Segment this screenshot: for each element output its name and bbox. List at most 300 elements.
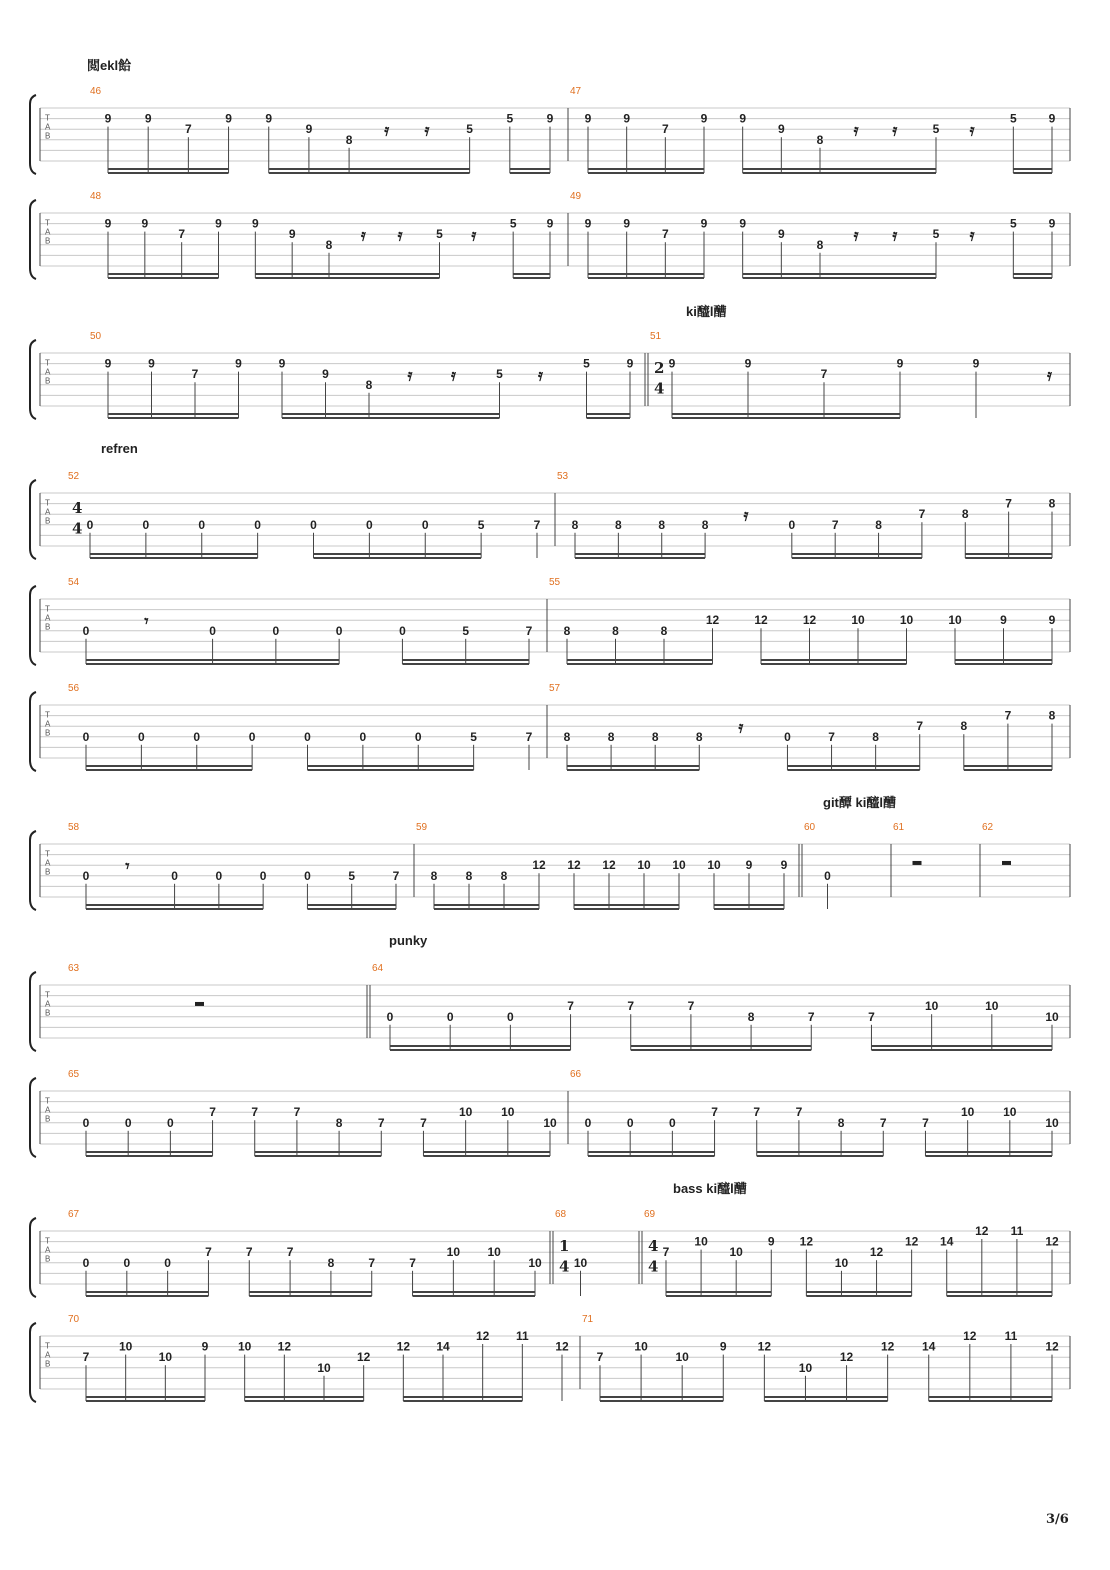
tab-clef-letter: A xyxy=(45,122,51,132)
measure-number: 49 xyxy=(570,191,582,202)
fret-number: 0 xyxy=(399,623,406,638)
fret-number: 5 xyxy=(506,111,514,126)
sixteenth-rest: 𝄿 xyxy=(424,120,430,140)
measure-number: 56 xyxy=(68,683,80,694)
fret-number: 10 xyxy=(948,613,962,628)
measure-number: 68 xyxy=(555,1209,567,1220)
sixteenth-rest: 𝄿 xyxy=(969,225,975,245)
fret-number: 7 xyxy=(795,1105,803,1120)
measure-number: 50 xyxy=(90,331,102,342)
measure-number: 69 xyxy=(644,1209,656,1220)
tab-clef-letter: A xyxy=(45,719,51,729)
fret-number: 0 xyxy=(167,1115,174,1130)
time-signature-bottom: 4 xyxy=(654,379,665,398)
fret-number: 8 xyxy=(1048,496,1056,511)
section-label-guitar-transition: git醰 ki醯l醩 xyxy=(823,795,896,810)
fret-number: 0 xyxy=(248,729,256,744)
system-brace xyxy=(30,480,36,559)
fret-number: 7 xyxy=(1005,496,1012,511)
tab-clef-letter: B xyxy=(45,376,51,386)
fret-number: 0 xyxy=(171,868,178,883)
tab-clef-letter: A xyxy=(45,227,51,237)
fret-number: 12 xyxy=(1045,1339,1059,1354)
fret-number: 8 xyxy=(660,623,668,638)
fret-number: 7 xyxy=(918,507,926,522)
section-label-bass-transition: bass ki醯l醩 xyxy=(673,1181,747,1196)
fret-number: 0 xyxy=(414,729,422,744)
eighth-rest: 𝄾 xyxy=(125,856,130,876)
system-brace xyxy=(30,972,36,1051)
fret-number: 12 xyxy=(532,858,546,873)
fret-number: 7 xyxy=(420,1115,427,1130)
fret-number: 5 xyxy=(509,216,517,231)
fret-number: 7 xyxy=(868,1009,875,1024)
fret-number: 12 xyxy=(754,613,768,628)
measure-number: 58 xyxy=(68,822,80,833)
fret-number: 9 xyxy=(288,227,296,242)
fret-number: 7 xyxy=(828,729,835,744)
fret-number: 12 xyxy=(705,613,720,628)
fret-number: 10 xyxy=(729,1245,743,1260)
measure-number: 64 xyxy=(372,963,384,974)
fret-number: 10 xyxy=(924,999,939,1014)
tab-clef-letter: T xyxy=(45,1236,50,1246)
fret-number: 9 xyxy=(278,356,286,371)
measure-number: 66 xyxy=(570,1069,582,1080)
fret-number: 9 xyxy=(780,858,788,873)
fret-number: 8 xyxy=(651,729,659,744)
fret-number: 10 xyxy=(675,1350,689,1365)
time-signature-bottom: 4 xyxy=(72,519,83,538)
fret-number: 9 xyxy=(972,356,980,371)
fret-number: 8 xyxy=(816,132,824,147)
system-brace xyxy=(30,1323,36,1402)
page-number: 3/6 xyxy=(1046,1512,1069,1527)
fret-number: 10 xyxy=(694,1234,708,1249)
sixteenth-rest: 𝄿 xyxy=(384,120,390,140)
fret-number: 0 xyxy=(142,517,150,532)
fret-number: 8 xyxy=(701,517,709,532)
tab-clef-letter: B xyxy=(45,1359,51,1369)
fret-number: 12 xyxy=(975,1224,989,1238)
tab-clef-letter: T xyxy=(45,498,50,508)
fret-number: 0 xyxy=(366,517,373,532)
fret-number: 7 xyxy=(185,122,192,137)
fret-number: 8 xyxy=(960,719,968,734)
fret-number: 0 xyxy=(310,517,317,532)
system-brace xyxy=(30,831,36,910)
fret-number: 10 xyxy=(237,1339,252,1354)
section-label-punky: punky xyxy=(389,933,428,948)
measure-number: 62 xyxy=(982,822,994,833)
fret-number: 5 xyxy=(470,729,477,744)
tab-clef-letter: T xyxy=(45,710,50,720)
fret-number: 11 xyxy=(1004,1329,1018,1343)
fret-number: 12 xyxy=(757,1339,772,1354)
sixteenth-rest: 𝄿 xyxy=(407,365,413,385)
measure-number: 59 xyxy=(416,822,428,833)
fret-number: 8 xyxy=(571,517,579,532)
fret-number: 0 xyxy=(304,868,311,883)
eighth-rest: 𝄾 xyxy=(144,611,149,631)
tab-clef-letter: T xyxy=(45,113,50,123)
fret-number: 7 xyxy=(191,367,199,382)
tab-clef-letter: A xyxy=(45,999,51,1009)
fret-number: 7 xyxy=(525,623,533,638)
fret-number: 7 xyxy=(286,1245,294,1260)
fret-number: 11 xyxy=(1010,1224,1024,1238)
fret-number: 8 xyxy=(563,623,571,638)
fret-number: 10 xyxy=(458,1105,473,1120)
fret-number: 9 xyxy=(777,227,785,242)
fret-number: 7 xyxy=(916,719,924,734)
fret-number: 8 xyxy=(563,729,571,744)
fret-number: 7 xyxy=(377,1115,385,1130)
fret-number: 0 xyxy=(626,1115,634,1130)
fret-number: 10 xyxy=(1003,1105,1017,1120)
fret-number: 14 xyxy=(922,1339,936,1354)
fret-number: 10 xyxy=(118,1339,133,1354)
tab-clef-letter: B xyxy=(45,236,51,246)
fret-number: 5 xyxy=(1009,111,1017,126)
fret-number: 8 xyxy=(430,868,438,883)
fret-number: 10 xyxy=(1045,1009,1059,1024)
fret-number: 7 xyxy=(205,1245,212,1260)
fret-number: 12 xyxy=(802,613,817,628)
fret-number: 9 xyxy=(265,111,273,126)
system-brace xyxy=(30,95,36,174)
fret-number: 10 xyxy=(317,1360,331,1375)
fret-number: 9 xyxy=(104,111,112,126)
fret-number: 7 xyxy=(1004,708,1012,723)
fret-number: 5 xyxy=(1009,216,1017,231)
system-brace xyxy=(30,1078,36,1157)
fret-number: 10 xyxy=(960,1105,975,1120)
fret-number: 9 xyxy=(777,122,785,137)
section-label-intro: 閲ekl餄 xyxy=(87,58,132,73)
fret-number: 8 xyxy=(335,1115,343,1130)
fret-number: 12 xyxy=(475,1329,490,1343)
sixteenth-rest: 𝄿 xyxy=(892,225,898,245)
fret-number: 7 xyxy=(753,1105,761,1120)
fret-number: 0 xyxy=(164,1255,171,1270)
fret-number: 10 xyxy=(501,1105,515,1120)
measure-number: 60 xyxy=(804,822,816,833)
fret-number: 7 xyxy=(831,517,839,532)
fret-number: 9 xyxy=(251,216,259,231)
fret-number: 8 xyxy=(365,377,373,392)
fret-number: 7 xyxy=(525,729,533,744)
sixteenth-rest: 𝄿 xyxy=(853,225,859,245)
fret-number: 9 xyxy=(225,111,232,126)
tab-clef-letter: T xyxy=(45,604,50,614)
fret-number: 10 xyxy=(573,1255,588,1270)
measure-number: 46 xyxy=(90,86,102,97)
fret-number: 9 xyxy=(104,216,112,231)
fret-number: 0 xyxy=(82,868,90,883)
fret-number: 0 xyxy=(123,1255,131,1270)
time-signature-top: 4 xyxy=(72,499,83,518)
fret-number: 7 xyxy=(807,1009,815,1024)
fret-number: 9 xyxy=(1000,613,1007,628)
sixteenth-rest: 𝄿 xyxy=(471,225,477,245)
fret-number: 9 xyxy=(896,356,904,371)
fret-number: 5 xyxy=(583,356,590,371)
fret-number: 9 xyxy=(148,356,155,371)
fret-number: 9 xyxy=(141,216,149,231)
fret-number: 8 xyxy=(961,507,969,522)
fret-number: 14 xyxy=(940,1234,954,1249)
fret-number: 7 xyxy=(711,1105,718,1120)
fret-number: 12 xyxy=(277,1339,292,1354)
fret-number: 12 xyxy=(396,1339,411,1354)
fret-number: 7 xyxy=(392,868,400,883)
fret-number: 10 xyxy=(634,1339,648,1354)
fret-number: 10 xyxy=(1045,1115,1059,1130)
fret-number: 9 xyxy=(104,356,112,371)
fret-number: 9 xyxy=(144,111,152,126)
time-signature-bottom: 4 xyxy=(648,1257,659,1276)
fret-number: 9 xyxy=(1048,613,1056,628)
fret-number: 8 xyxy=(345,132,353,147)
time-signature-top: 2 xyxy=(654,359,665,378)
system-brace xyxy=(30,340,36,419)
measure-number: 53 xyxy=(557,471,569,482)
fret-number: 8 xyxy=(327,1255,335,1270)
tab-clef-letter: T xyxy=(45,358,50,368)
measure-number: 57 xyxy=(549,683,561,694)
fret-number: 14 xyxy=(436,1339,450,1354)
time-signature-top: 4 xyxy=(648,1237,659,1256)
fret-number: 12 xyxy=(963,1329,977,1343)
fret-number: 9 xyxy=(700,111,708,126)
tab-clef-letter: T xyxy=(45,1096,50,1106)
fret-number: 7 xyxy=(922,1115,929,1130)
fret-number: 8 xyxy=(500,868,508,883)
fret-number: 7 xyxy=(178,227,186,242)
fret-number: 0 xyxy=(124,1115,132,1130)
tab-clef-letter: A xyxy=(45,507,51,517)
fret-number: 12 xyxy=(602,858,616,873)
fret-number: 7 xyxy=(251,1105,259,1120)
fret-number: 7 xyxy=(661,227,669,242)
system-brace xyxy=(30,1218,36,1297)
fret-number: 10 xyxy=(899,613,914,628)
fret-number: 8 xyxy=(607,729,615,744)
fret-number: 9 xyxy=(546,216,554,231)
fret-number: 9 xyxy=(584,111,592,126)
tab-clef-letter: T xyxy=(45,990,50,1000)
fret-number: 7 xyxy=(209,1105,216,1120)
system-brace xyxy=(30,200,36,279)
measure-number: 63 xyxy=(68,963,80,974)
fret-number: 5 xyxy=(932,122,940,137)
tab-clef-letter: A xyxy=(45,367,51,377)
fret-number: 7 xyxy=(245,1245,253,1260)
tab-clef-letter: A xyxy=(45,1245,51,1255)
tab-clef-letter: B xyxy=(45,867,51,877)
tab-clef-letter: A xyxy=(45,1350,51,1360)
tab-clef-letter: B xyxy=(45,622,51,632)
section-label-chorus: refren xyxy=(101,441,138,456)
fret-number: 10 xyxy=(637,858,651,873)
measure-number: 65 xyxy=(68,1069,80,1080)
fret-number: 12 xyxy=(904,1234,919,1249)
fret-number: 0 xyxy=(335,623,343,638)
fret-number: 12 xyxy=(880,1339,895,1354)
time-signature-bottom: 4 xyxy=(559,1257,570,1276)
tab-clef-letter: T xyxy=(45,218,50,228)
fret-number: 8 xyxy=(1048,708,1056,723)
fret-number: 9 xyxy=(546,111,554,126)
fret-number: 8 xyxy=(658,517,666,532)
fret-number: 0 xyxy=(193,729,201,744)
fret-number: 5 xyxy=(496,367,503,382)
fret-number: 8 xyxy=(816,237,824,252)
tab-clef-letter: B xyxy=(45,131,51,141)
system-brace xyxy=(30,586,36,665)
fret-number: 9 xyxy=(668,356,676,371)
fret-number: 5 xyxy=(462,623,470,638)
measure-number: 48 xyxy=(90,191,102,202)
tab-clef-letter: A xyxy=(45,858,51,868)
fret-number: 9 xyxy=(215,216,222,231)
fret-number: 0 xyxy=(272,623,280,638)
fret-number: 10 xyxy=(487,1245,501,1260)
sixteenth-rest: 𝄿 xyxy=(397,225,403,245)
fret-number: 10 xyxy=(543,1115,557,1130)
fret-number: 0 xyxy=(254,517,261,532)
sixteenth-rest: 𝄿 xyxy=(892,120,898,140)
fret-number: 0 xyxy=(584,1115,592,1130)
fret-number: 12 xyxy=(839,1350,854,1365)
fret-number: 9 xyxy=(719,1339,727,1354)
fret-number: 10 xyxy=(672,858,686,873)
whole-rest xyxy=(195,1002,204,1006)
fret-number: 8 xyxy=(465,868,473,883)
fret-number: 9 xyxy=(235,356,242,371)
fret-number: 0 xyxy=(304,729,311,744)
fret-number: 10 xyxy=(707,858,721,873)
fret-number: 7 xyxy=(409,1255,416,1270)
tab-clef-letter: T xyxy=(45,1341,50,1351)
fret-number: 7 xyxy=(596,1350,604,1365)
fret-number: 9 xyxy=(322,367,329,382)
tab-clef-letter: T xyxy=(45,849,50,859)
fret-number: 0 xyxy=(669,1115,676,1130)
fret-number: 5 xyxy=(477,517,485,532)
fret-number: 0 xyxy=(784,729,791,744)
measure-number: 61 xyxy=(893,822,905,833)
fret-number: 5 xyxy=(436,227,443,242)
fret-number: 0 xyxy=(215,868,223,883)
fret-number: 9 xyxy=(739,216,747,231)
fret-number: 7 xyxy=(293,1105,301,1120)
fret-number: 9 xyxy=(584,216,592,231)
fret-number: 10 xyxy=(528,1255,542,1270)
tab-clef-letter: B xyxy=(45,728,51,738)
fret-number: 8 xyxy=(872,729,879,744)
fret-number: 9 xyxy=(201,1339,209,1354)
fret-number: 10 xyxy=(798,1360,813,1375)
tab-clef-letter: B xyxy=(45,1114,51,1124)
sixteenth-rest: 𝄿 xyxy=(853,120,859,140)
fret-number: 0 xyxy=(259,868,267,883)
fret-number: 7 xyxy=(820,367,828,382)
fret-number: 7 xyxy=(662,1245,670,1260)
fret-number: 11 xyxy=(515,1329,529,1343)
fret-number: 9 xyxy=(700,216,708,231)
fret-number: 9 xyxy=(626,356,634,371)
fret-number: 12 xyxy=(356,1350,371,1365)
fret-number: 7 xyxy=(368,1255,376,1270)
fret-number: 8 xyxy=(747,1009,755,1024)
measure-number: 54 xyxy=(68,577,80,588)
fret-number: 7 xyxy=(533,517,541,532)
fret-number: 7 xyxy=(567,999,574,1014)
fret-number: 9 xyxy=(305,122,313,137)
sixteenth-rest: 𝄿 xyxy=(743,505,749,525)
fret-number: 9 xyxy=(1048,216,1056,231)
measure-number: 52 xyxy=(68,471,80,482)
fret-number: 0 xyxy=(421,517,429,532)
fret-number: 10 xyxy=(985,999,999,1014)
sixteenth-rest: 𝄿 xyxy=(969,120,975,140)
tab-clef-letter: B xyxy=(45,1254,51,1264)
measure-number: 71 xyxy=(582,1314,594,1325)
sixteenth-rest: 𝄿 xyxy=(538,365,543,385)
fret-number: 9 xyxy=(623,216,631,231)
fret-number: 0 xyxy=(138,729,145,744)
whole-rest xyxy=(1002,861,1011,865)
tab-clef-letter: B xyxy=(45,1008,51,1018)
tab-clef-letter: B xyxy=(45,516,51,526)
fret-number: 0 xyxy=(788,517,796,532)
fret-number: 0 xyxy=(82,1255,90,1270)
fret-number: 9 xyxy=(744,356,752,371)
fret-number: 9 xyxy=(767,1234,775,1249)
fret-number: 12 xyxy=(567,858,581,873)
fret-number: 0 xyxy=(446,1009,454,1024)
fret-number: 9 xyxy=(623,111,631,126)
fret-number: 9 xyxy=(739,111,747,126)
fret-number: 0 xyxy=(82,729,90,744)
fret-number: 7 xyxy=(627,999,635,1014)
fret-number: 5 xyxy=(348,868,356,883)
fret-number: 10 xyxy=(834,1255,849,1270)
fret-number: 10 xyxy=(446,1245,461,1260)
fret-number: 9 xyxy=(1048,111,1056,126)
fret-number: 0 xyxy=(359,729,367,744)
fret-number: 7 xyxy=(879,1115,887,1130)
tab-clef-letter: A xyxy=(45,1105,51,1115)
fret-number: 12 xyxy=(555,1339,569,1354)
fret-number: 8 xyxy=(615,517,622,532)
sixteenth-rest: 𝄿 xyxy=(360,225,366,245)
tab-clef-letter: A xyxy=(45,613,51,623)
fret-number: 8 xyxy=(612,623,619,638)
fret-number: 9 xyxy=(745,858,753,873)
fret-number: 0 xyxy=(507,1009,514,1024)
section-label-transition: ki醯l醩 xyxy=(686,304,727,319)
fret-number: 7 xyxy=(82,1350,90,1365)
fret-number: 0 xyxy=(198,517,206,532)
whole-rest xyxy=(913,861,922,865)
measure-number: 67 xyxy=(68,1209,80,1220)
fret-number: 0 xyxy=(86,517,94,532)
sixteenth-rest: 𝄿 xyxy=(451,365,456,385)
measure-number: 51 xyxy=(650,331,662,342)
